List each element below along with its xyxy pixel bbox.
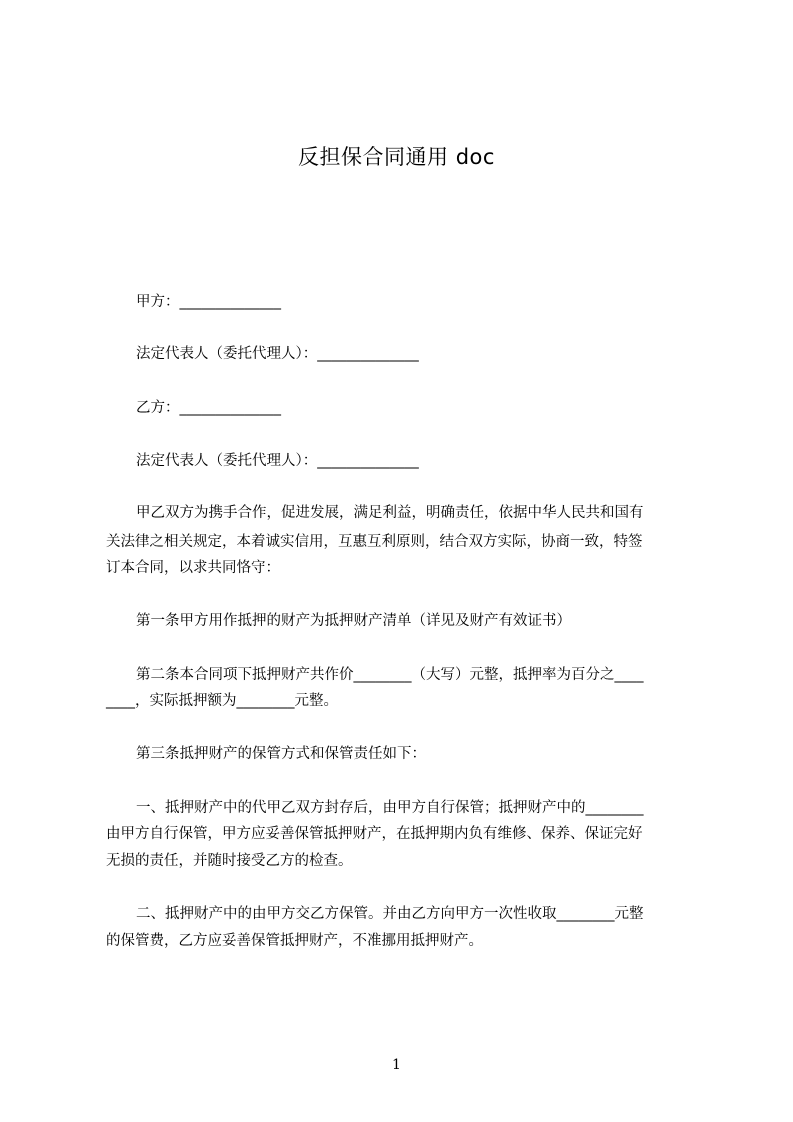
document-title: 反担保合同通用 doc xyxy=(298,145,495,169)
article-2-line-1: 第二条本合同项下抵押财产共作价________（大写）元整，抵押率为百分之____ xyxy=(136,667,644,683)
article-1: 第一条甲方用作抵押的财产为抵押财产清单（详见及财产有效证书） xyxy=(136,613,571,629)
party-a-blank: ______________ xyxy=(179,294,281,310)
clause-1-line-3: 无损的责任，并随时接受乙方的检查。 xyxy=(106,853,353,869)
party-b-blank: ______________ xyxy=(179,400,281,416)
party-b-line xyxy=(136,398,281,418)
intro-paragraph-line-1: 甲乙双方为携手合作，促进发展，满足利益，明确责任，依据中华人民共和国有 xyxy=(136,505,644,521)
party-b-representative-line xyxy=(136,451,419,471)
party-a-line xyxy=(136,292,281,312)
party-b-label: 乙方： xyxy=(136,400,180,416)
clause-1-line-1: 一、抵押财产中的代甲乙双方封存后，由甲方自行保管；抵押财产中的________ xyxy=(136,800,644,816)
article-2-line-2: ____，实际抵押额为________元整。 xyxy=(106,693,338,709)
intro-paragraph-line-2: 关法律之相关规定，本着诚实信用，互惠互利原则，结合双方实际，协商一致，特签 xyxy=(106,534,643,550)
intro-paragraph-line-3: 订本合同，以求共同恪守： xyxy=(106,560,280,576)
party-a-representative-line xyxy=(136,344,419,364)
party-a-representative-label: 法定代表人（委托代理人）： xyxy=(136,346,318,362)
party-b-representative-blank: ______________ xyxy=(317,453,419,469)
party-a-representative-blank: ______________ xyxy=(317,346,419,362)
party-b-representative-label: 法定代表人（委托代理人）： xyxy=(136,453,318,469)
clause-2-line-1: 二、抵押财产中的由甲方交乙方保管。并由乙方向甲方一次性收取________元整 xyxy=(136,906,644,922)
party-a-label: 甲方： xyxy=(136,294,180,310)
clause-2-line-2: 的保管费，乙方应妥善保管抵押财产，不准挪用抵押财产。 xyxy=(106,933,483,949)
page-number: 1 xyxy=(392,1057,401,1073)
article-3: 第三条抵押财产的保管方式和保管责任如下： xyxy=(136,746,426,762)
clause-1-line-2: 由甲方自行保管，甲方应妥善保管抵押财产，在抵押期内负有维修、保养、保证完好 xyxy=(106,826,643,842)
